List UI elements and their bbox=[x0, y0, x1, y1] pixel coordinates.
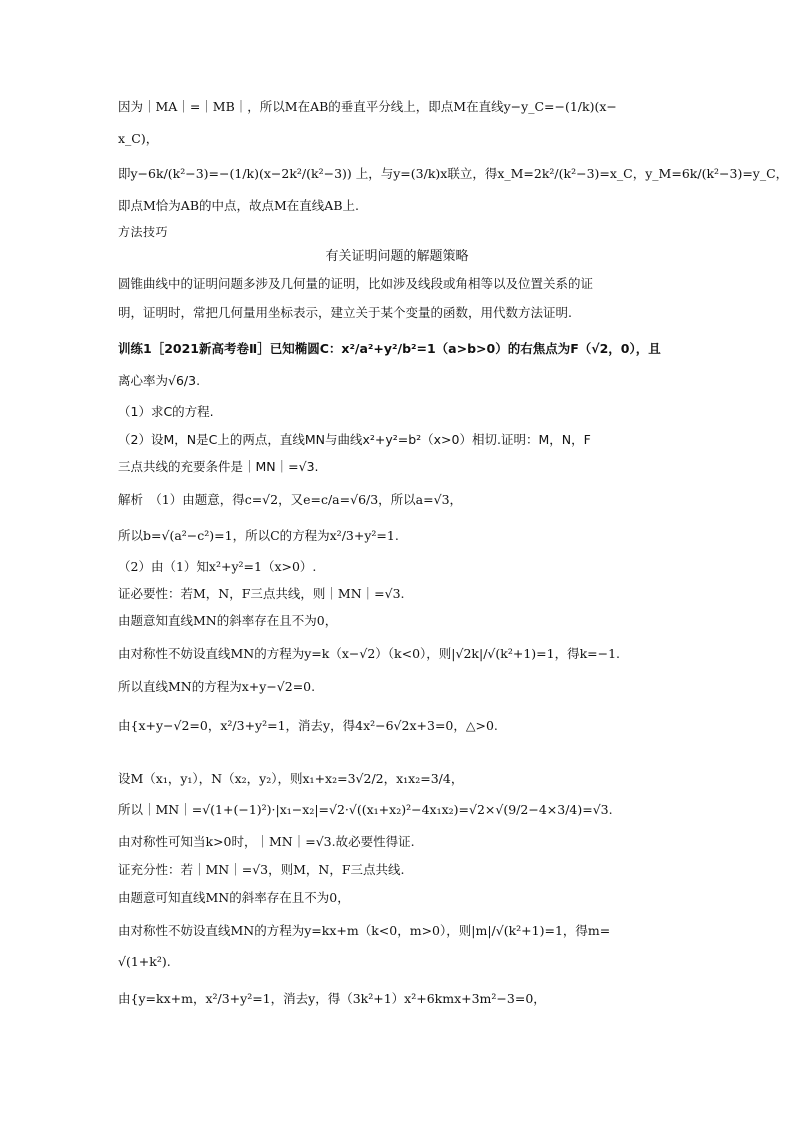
text-line: 圆锥曲线中的证明问题多涉及几何量的证明，比如涉及线段或角相等以及位置关系的证 bbox=[118, 276, 594, 291]
text-line: 由题意可知直线MN的斜率存在且不为0， bbox=[118, 890, 350, 905]
text-line: 由对称性不妨设直线MN的方程为y=kx+m（k<0，m>0），则|m|/√(k²+1)=1，得m= bbox=[118, 923, 611, 938]
text-line: 设M（x₁，y₁），N（x₂，y₂），则x₁+x₂=3√2/2，x₁x₂=3/4， bbox=[118, 771, 464, 786]
text-line: 证充分性：若｜MN｜=√3，则M，N，F三点共线. bbox=[118, 862, 405, 877]
text-line: 所以直线MN的方程为x+y−√2=0. bbox=[118, 679, 316, 694]
text-line: 即点M恰为AB的中点，故点M在直线AB上. bbox=[118, 198, 359, 213]
text-line: 证必要性：若M，N，F三点共线，则｜MN｜=√3. bbox=[118, 586, 405, 601]
text-line: 所以b=√(a²−c²)=1，所以C的方程为x²/3+y²=1. bbox=[118, 528, 399, 543]
text-line: （2）由（1）知x²+y²=1（x>0）. bbox=[118, 559, 317, 574]
section-label: 方法技巧 bbox=[118, 225, 169, 239]
problem-statement: 训练1［2021新高考卷Ⅱ］已知椭圆C：x²/a²+y²/b²=1（a>b>0）的右焦点为F（√2，0），且 bbox=[118, 341, 661, 356]
text-line: √(1+k²). bbox=[118, 954, 171, 969]
text-line: 即y−6k/(k²−3)=−(1/k)(x−2k²/(k²−3)) 上，与y=(3/k)x联立，得x_M=2k²/(k²−3)=x_C，y_M=6k/(k²−3)=y_C， bbox=[118, 166, 789, 181]
text-line: 明，证明时，常把几何量用坐标表示，建立关于某个变量的函数，用代数方法证明. bbox=[118, 305, 572, 320]
text-line: 由对称性可知当k>0时，｜MN｜=√3.故必要性得证. bbox=[118, 834, 415, 849]
equation-system: 由{x+y−√2=0，x²/3+y²=1，消去y，得4x²−6√2x+3=0，△>0. bbox=[118, 718, 498, 733]
text-line: 由对称性不妨设直线MN的方程为y=k（x−√2）（k<0），则|√2k|/√(k²+1)=1，得k=−1. bbox=[118, 646, 621, 661]
text-line: 所以｜MN｜=√(1+(−1)²)·|x₁−x₂|=√2·√((x₁+x₂)²−4x₁x₂)=√2×√(9/2−4×3/4)=√3. bbox=[118, 802, 613, 817]
equation-system: 由{y=kx+m，x²/3+y²=1，消去y，得（3k²+1）x²+6kmx+3m²−3=0， bbox=[118, 991, 546, 1006]
text-line: x_C)， bbox=[118, 131, 159, 146]
text-line: 离心率为√6/3. bbox=[118, 373, 201, 388]
text-line: 三点共线的充要条件是｜MN｜=√3. bbox=[118, 459, 319, 474]
question-2: （2）设M，N是C上的两点，直线MN与曲线x²+y²=b²（x>0）相切.证明：M，N，F bbox=[118, 432, 591, 447]
section-title: 有关证明问题的解题策略 bbox=[325, 249, 469, 264]
question-1: （1）求C的方程. bbox=[118, 404, 214, 419]
text-line: 因为｜MA｜=｜MB｜，所以M在AB的垂直平分线上，即点M在直线y−y_C=−(1/k)(x− bbox=[118, 99, 617, 114]
text-line: 由题意知直线MN的斜率存在且不为0， bbox=[118, 613, 338, 628]
solution-start: 解析 （1）由题意，得c=√2，又e=c/a=√6/3，所以a=√3， bbox=[118, 492, 463, 507]
